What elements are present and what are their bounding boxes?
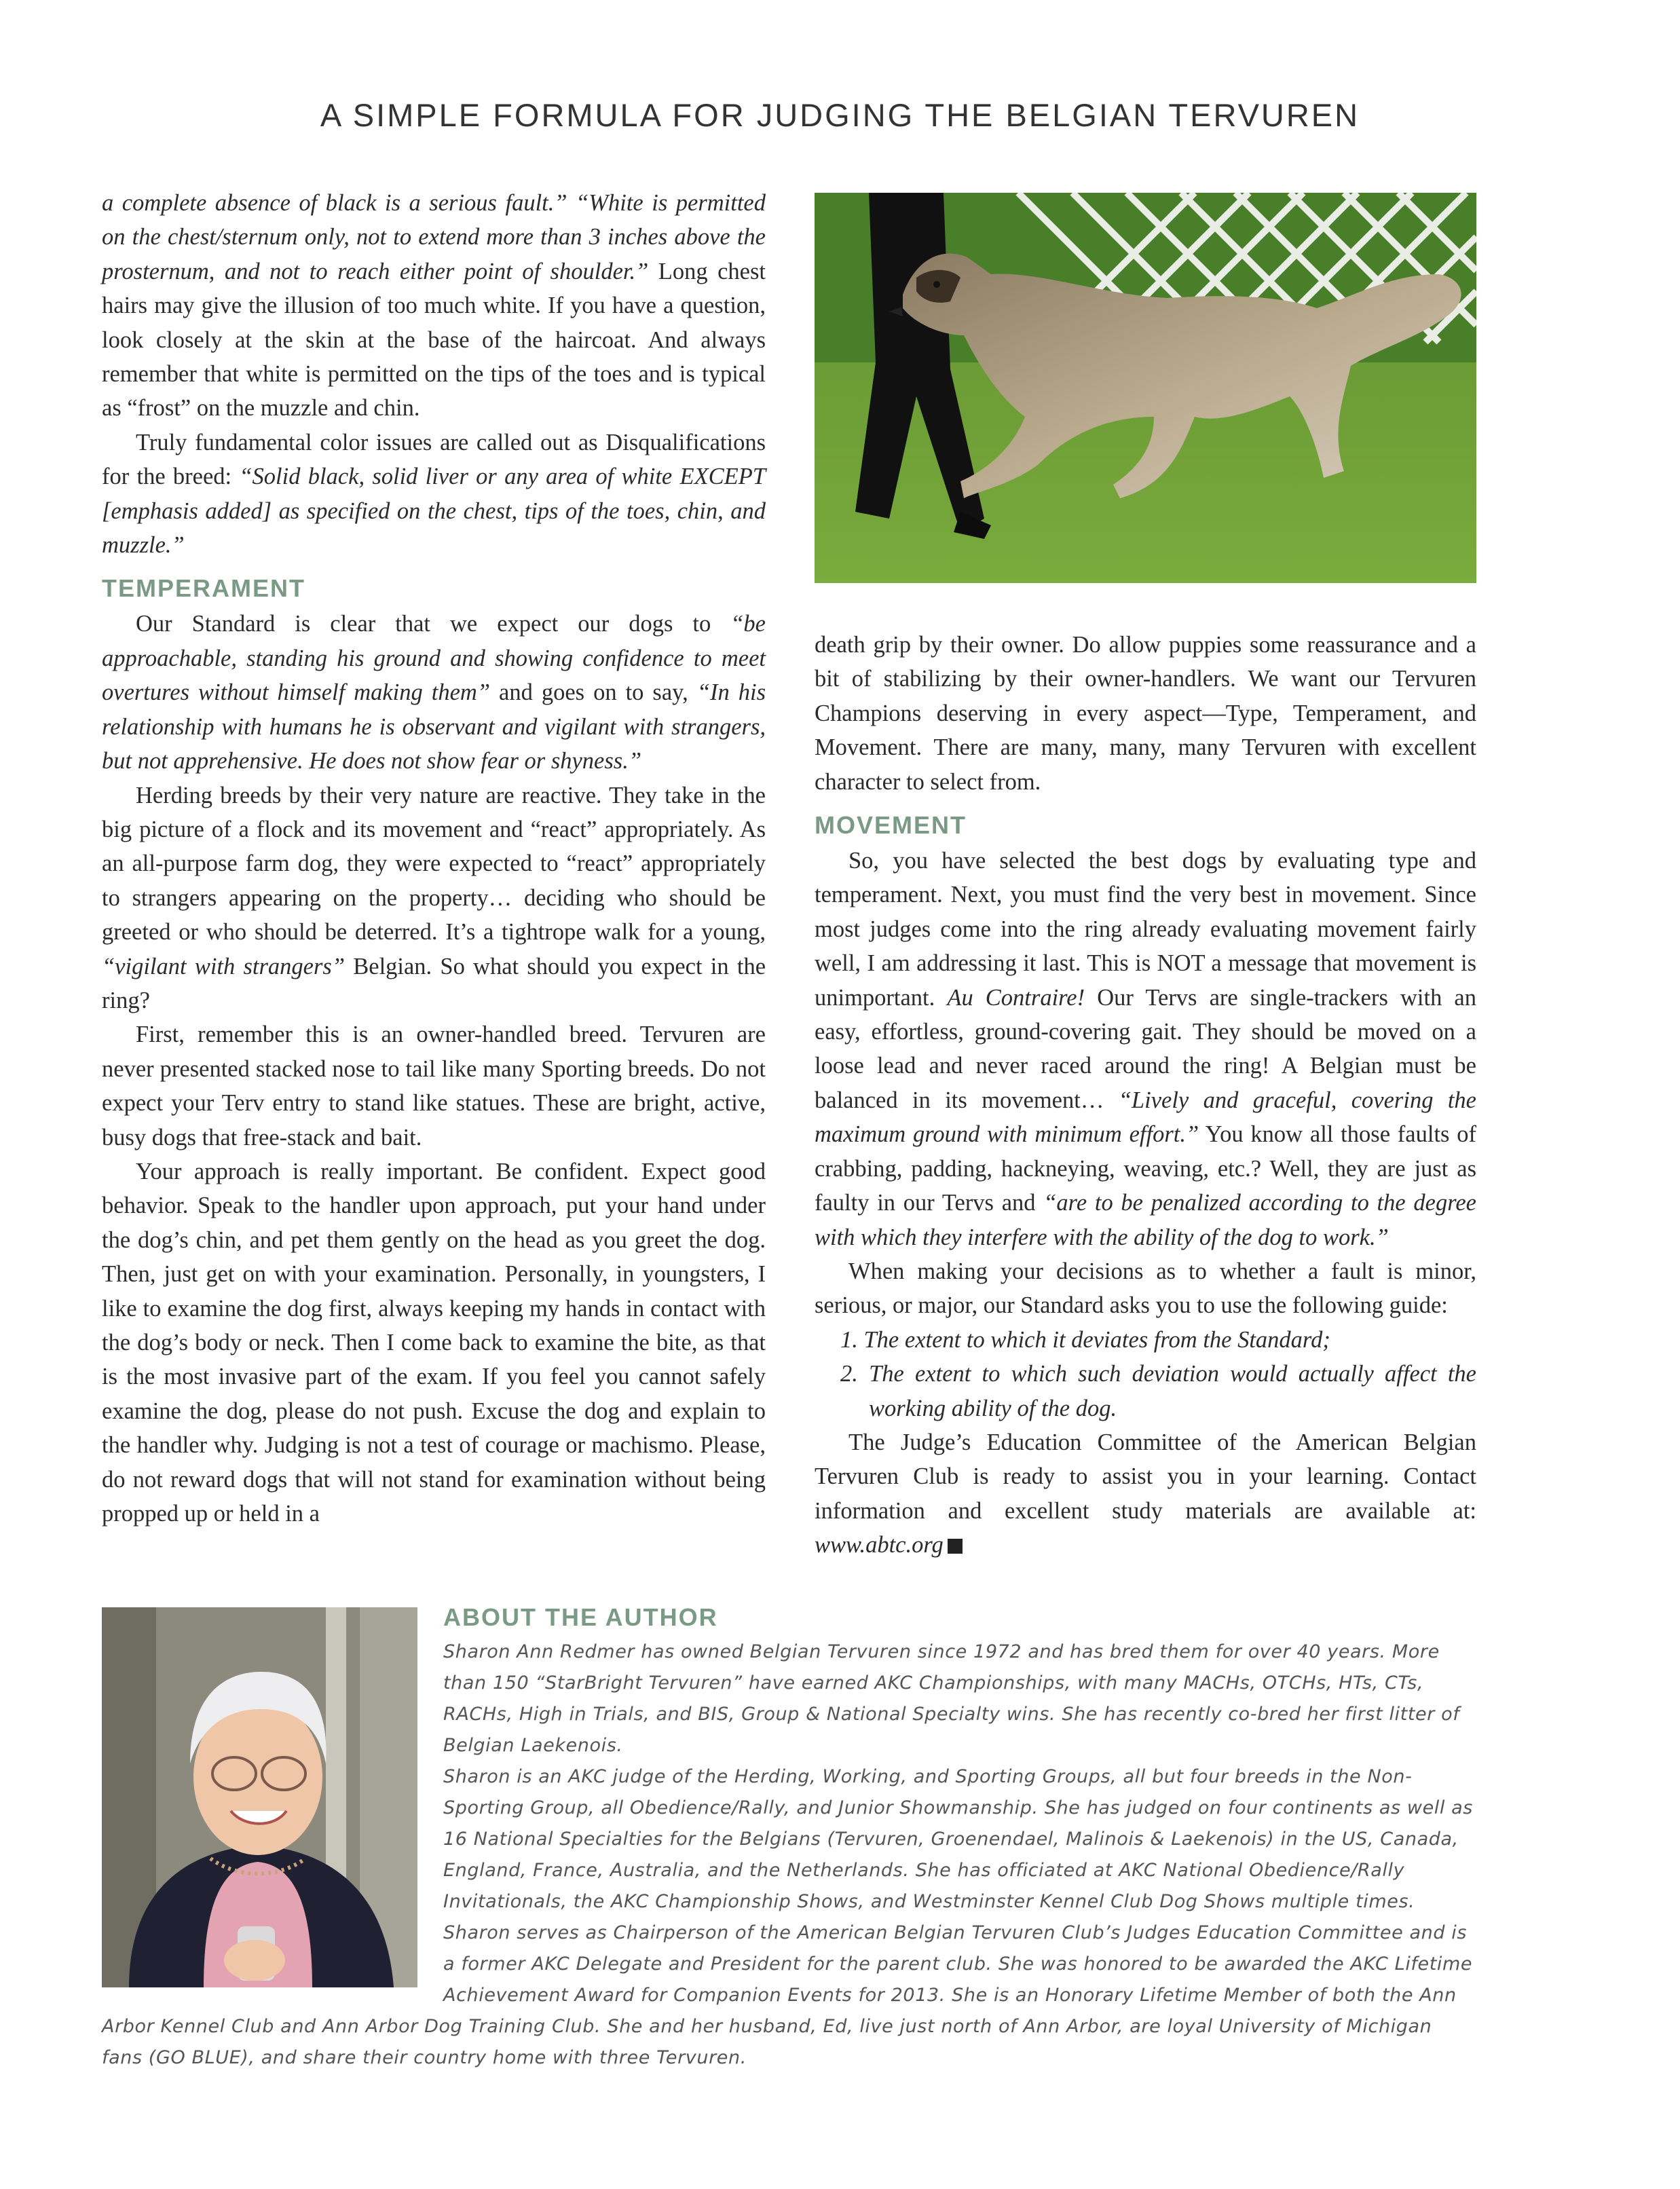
paragraph [102, 779, 766, 1018]
paragraph [815, 628, 1476, 799]
text-run: “are to be penalized according to the degree with which they interfere with the ability of the dog to work.” [815, 1190, 1476, 1250]
left-column [102, 186, 766, 1531]
text-run: a complete absence of black is a serious fault.” “White is permitted on the chest/sternum only, not to extend more than 3 inches above the prosternum, and not to reach either point of shoulder.” [102, 190, 766, 284]
paragraph [815, 844, 1476, 1254]
about-paragraph: Sharon serves as Chairperson of the American Belgian Tervuren Club’s Judges Education Committee and is a former AKC Delegate and President for the parent club. She was honored to be awarded the AKC Lifetime Achievement Award for Companion Events for 2013. She is an Honorary Lifetime Member of both the Ann Arbor Kennel Club and Ann Arbor Dog Training Club. She and her husband, Ed, live just north of Ann Arbor, are loyal University of Michigan fans (GO BLUE), and share their country home with three Tervuren. [102, 1922, 1473, 2068]
closing-text [815, 1429, 1476, 1558]
text-run: Our Tervs are single-trackers with an easy, effortless, ground-covering gait. They should be moved on a loose lead and never raced around the ring! A Belgian must be balanced in its movement… [815, 984, 1476, 1113]
text-run: and goes on to say, [490, 679, 697, 706]
text-run: So, you have selected the best dogs by evaluating type and temperament. Next, you must find the very best in movement. Since most judges come into the ring already evaluating movement fairly well, I am addressing it last. This is NOT a message that movement is unimportant. [815, 848, 1476, 1011]
text-run: death grip by their owner. Do allow puppies some reassurance and a bit of stabilizing by their owner-handlers. We want our Tervuren Champions deserving in every aspect—Type, Temperament, and Movement. There are many, many, many Tervuren with excellent character to select from. [815, 632, 1476, 795]
section-heading-movement: MOVEMENT [815, 811, 967, 840]
text-run: www.abtc.org [815, 1532, 944, 1558]
list-item: 1. The extent to which it deviates from the Standard; [840, 1326, 1330, 1353]
text-run: When making your decisions as to whether a fault is minor, serious, or major, our Standard asks you to use the following guide: [815, 1258, 1476, 1319]
paragraph [102, 426, 766, 563]
end-mark-icon [948, 1539, 963, 1554]
about-paragraph: Sharon Ann Redmer has owned Belgian Tervuren since 1972 and has bred them for over 40 years. More than 150 “StarBright Tervuren” have earned AKC Championships, with many MACHs, OTCHs, HTs, CTs, RACHs, High in Trials, and BIS, Group & National Specialty wins. She has recently co-bred her first litter of Belgian Laekenois. [443, 1641, 1460, 1756]
text-run: First, remember this is an owner-handled breed. Tervuren are never presented stacked nose to tail like many Sporting breeds. Do not expect your Terv entry to stand like statues. These are bright, active, busy dogs that free-stack and bait. [102, 1022, 766, 1150]
text-run: You know all those faults of crabbing, padding, hackneying, weaving, etc.? Well, they are just as faulty in our Tervs and [815, 1121, 1476, 1216]
text-run: The Judge’s Education Committee of the American Belgian Tervuren Club is ready to assist you in your learning. Contact information and excellent study materials are available at: [815, 1429, 1476, 1524]
text-run: “Solid black, solid liver or any area of white EXCEPT [emphasis added] as specified on the chest, tips of the toes, chin, and muzzle.” [102, 464, 766, 559]
paragraph [102, 1155, 766, 1531]
paragraph [102, 186, 766, 426]
text-run: “be approachable, standing his ground and showing confidence to meet overtures without himself making them” [102, 611, 766, 706]
page-header: A SIMPLE FORMULA FOR JUDGING THE BELGIAN TERVUREN [320, 97, 1360, 133]
text-run: Truly fundamental color issues are called out as Disqualifications for the breed: [102, 429, 766, 490]
paragraph [815, 1425, 1476, 1563]
text-run: Our Standard is clear that we expect our dogs to [136, 611, 731, 637]
text-run: “In his relationship with humans he is observant and vigilant with strangers, but not apprehensive. He does not show fear or shyness.” [102, 679, 766, 774]
text-run: Herding breeds by their very nature are reactive. They take in the big picture of a flock and its movement and “react” appropriately. As an all-purpose farm dog, they were expected to “react” appropriately to strangers appearing on the property… deciding who should be greeted or who should be deterred. It’s a tightrope walk for a young, [102, 782, 766, 946]
about-paragraph: Sharon is an AKC judge of the Herding, Working, and Sporting Groups, all but four breeds in the Non-Sporting Group, all Obedience/Rally, and Junior Showmanship. She has judged on four continents as well as 16 National Specialties for the Belgians (Tervuren, Groenendael, Malinois & Laekenois) in the US, Canada, England, France, Australia, and the Netherlands. She has officiated at AKC National Obedience/Rally Invitationals, the AKC Championship Shows, and Westminster Kennel Club Dog Shows multiple times. [443, 1766, 1473, 1912]
guide-list [815, 1323, 1476, 1425]
about-heading: ABOUT THE AUTHOR [443, 1603, 718, 1631]
tervuren-photo [815, 193, 1476, 583]
text-run: Au Contraire! [947, 984, 1085, 1011]
text-run: Your approach is really important. Be confident. Expect good behavior. Speak to the handler upon approach, put your hand under the dog’s chin, and pet them gently on the head as you greet the dog. Then, just get on with your examination. Personally, in youngsters, I like to examine the dog first, always keeping my hands in contact with the dog’s body or neck. Then I come back to examine the bite, as that is the most invasive part of the exam. If you feel you cannot safely examine the dog, please do not push. Excuse the dog and explain to the handler why. Judging is not a test of courage or machismo. Please, do not reward dogs that will not stand for examination without being propped up or held in a [102, 1158, 766, 1527]
right-column [815, 628, 1476, 1563]
list-item: 2. The extent to which such deviation would actually affect the working ability of the dog. [840, 1361, 1476, 1421]
text-run: “Lively and graceful, covering the maximum ground with minimum effort.” [815, 1087, 1476, 1148]
paragraph [102, 607, 766, 778]
text-run: “vigilant with strangers” [102, 953, 346, 979]
about-author [102, 1598, 1476, 2074]
text-run: Long chest hairs may give the illusion of too much white. If you have a question, look closely at the skin at the base of the haircoat. And always remember that white is permitted on the tips of the toes and is typical as “frost” on the muzzle and chin. [102, 258, 766, 422]
section-heading-temperament: TEMPERAMENT [102, 574, 305, 603]
text-run: Belgian. So what should you expect in the ring? [102, 953, 766, 1013]
paragraph [102, 1017, 766, 1155]
paragraph [815, 1254, 1476, 1323]
